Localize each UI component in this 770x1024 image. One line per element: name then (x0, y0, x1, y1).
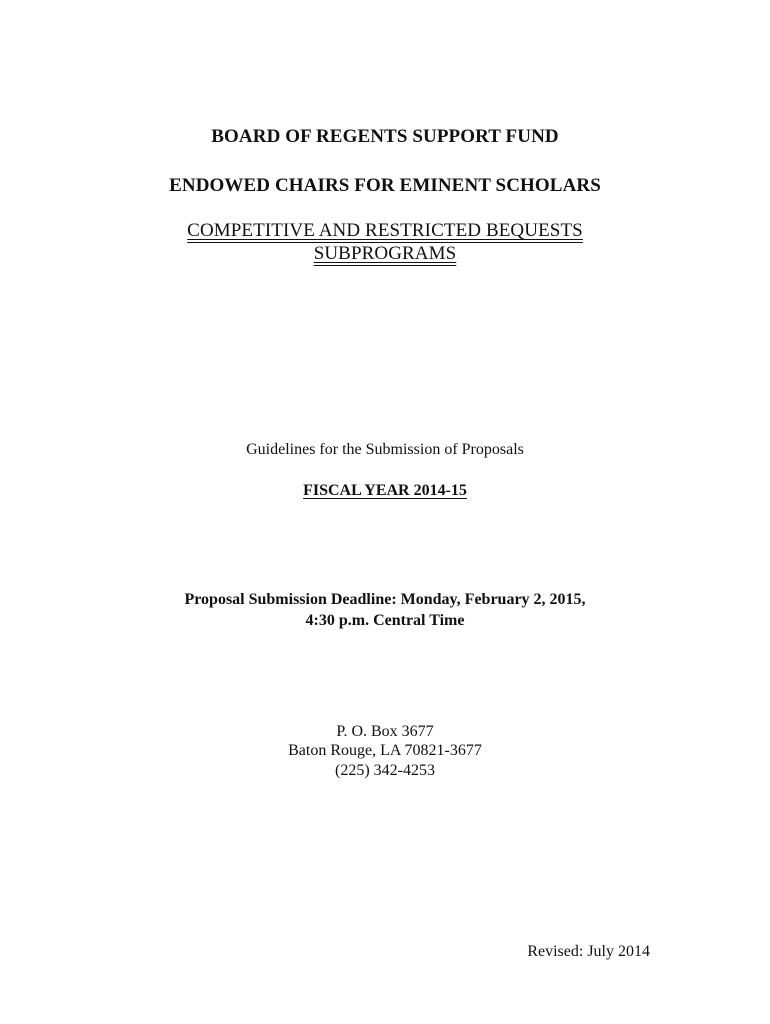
revised-date: Revised: July 2014 (527, 943, 650, 960)
deadline-line2: 4:30 p.m. Central Time (305, 612, 465, 629)
address-city: Baton Rouge, LA 70821-3677 (288, 742, 482, 759)
subprograms-title-line2: SUBPROGRAMS (313, 243, 457, 264)
board-of-regents-title: BOARD OF REGENTS SUPPORT FUND (211, 126, 559, 147)
address-po-box: P. O. Box 3677 (336, 723, 434, 740)
address-phone: (225) 342-4253 (335, 762, 435, 779)
deadline-line1: Proposal Submission Deadline: Monday, February 2, 2015, (184, 591, 586, 608)
subprograms-title-line1: COMPETITIVE AND RESTRICTED BEQUESTS (187, 220, 583, 241)
endowed-chairs-title: ENDOWED CHAIRS FOR EMINENT SCHOLARS (169, 175, 601, 196)
guidelines-subtitle: Guidelines for the Submission of Proposals (246, 441, 524, 458)
fiscal-year: FISCAL YEAR 2014-15 (303, 482, 467, 499)
